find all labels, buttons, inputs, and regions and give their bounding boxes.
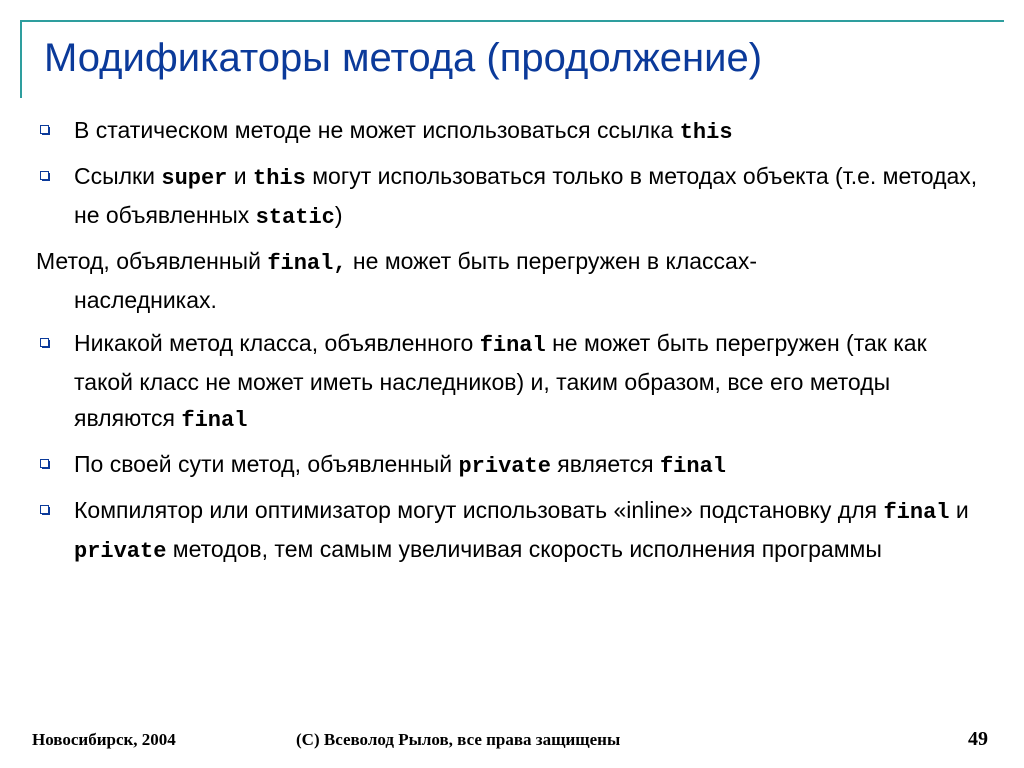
checkbox-bullet-icon	[40, 505, 50, 515]
code-keyword: this	[679, 120, 733, 145]
code-keyword: final,	[267, 251, 347, 276]
code-keyword: final	[181, 408, 248, 433]
top-rule	[20, 20, 1004, 22]
code-keyword: this	[253, 166, 306, 191]
footer-copyright: (C) Всеволод Рылов, все права защищены	[296, 730, 621, 749]
footer-location: Новосибирск, 2004	[32, 730, 176, 749]
checkbox-bullet-icon	[40, 171, 50, 181]
left-rule	[20, 20, 22, 98]
slide-body	[36, 112, 986, 577]
checkbox-bullet-icon	[40, 459, 50, 469]
code-keyword: private	[74, 539, 167, 564]
list-item: Компилятор или оптимизатор могут использовать «inline» подстановку для final и private методов, тем самым увеличивая скорость исполнения программы	[36, 492, 986, 570]
list-item: Метод, объявленный final, не может быть перегружен в классах- наследниках.	[36, 243, 986, 318]
code-keyword: final	[883, 500, 950, 525]
checkbox-bullet-icon	[40, 338, 50, 348]
list-item: Никакой метод класса, объявленного final не может быть перегружен (так как такой класс не может иметь наследников) и, таким образом, все его методы являются final	[36, 325, 986, 439]
list-item: Ссылки super и this могут использоваться только в методах объекта (т.е. методах, не объявленных static)	[36, 158, 986, 236]
list-item-continuation: наследниках.	[74, 287, 217, 313]
code-keyword: super	[161, 166, 228, 191]
page-number: 49	[968, 728, 988, 750]
code-keyword: static	[255, 205, 335, 230]
code-keyword: private	[458, 454, 551, 479]
slide-title: Модификаторы метода (продолжение)	[44, 36, 763, 80]
list-item: По своей сути метод, объявленный private является final	[36, 446, 986, 485]
code-keyword: final	[479, 333, 546, 358]
checkbox-bullet-icon	[40, 125, 50, 135]
list-item: В статическом методе не может использоваться ссылка this	[36, 112, 986, 151]
code-keyword: final	[659, 454, 726, 479]
